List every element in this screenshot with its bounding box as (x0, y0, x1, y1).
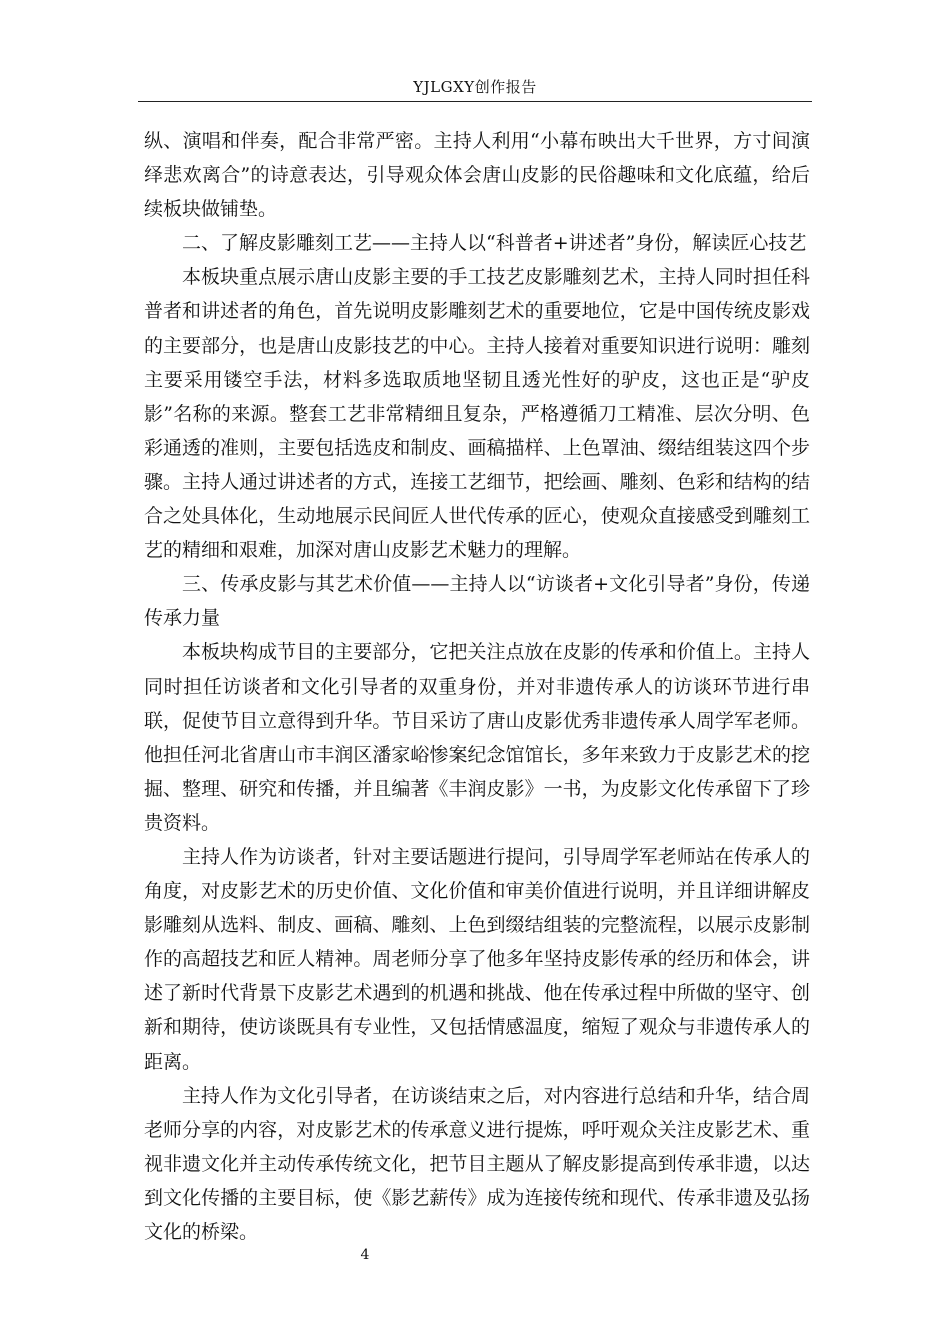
paragraph: 本板块构成节目的主要部分，它把关注点放在皮影的传承和价值上。主持人同时担任访谈者和文化引导者的双重身份，并对非遗传承人的访谈环节进行串联，促使节目立意得到升华。节目采访了唐山皮影优秀非遗传承人周学军老师。他担任河北省唐山市丰润区潘家峪惨案纪念馆馆长，多年来致力于皮影艺术的挖掘、整理、研究和传播，并且编著《丰润皮影》一书，为皮影文化传承留下了珍贵资料。 (144, 641, 810, 834)
running-header: YJLGXY创作报告 (413, 78, 537, 96)
section-heading-2: 二、了解皮影雕刻工艺——主持人以“科普者+讲述者”身份，解读匠心技艺 (182, 232, 807, 255)
section-heading-3: 三、传承皮影与其艺术价值——主持人以“访谈者+文化引导者”身份，传递传承力量 (144, 573, 810, 630)
body-text (144, 124, 810, 1249)
paragraph: 本板块重点展示唐山皮影主要的手工技艺皮影雕刻艺术，主持人同时担任科普者和讲述者的角色，首先说明皮影雕刻艺术的重要地位，它是中国传统皮影戏的主要部分，也是唐山皮影技艺的中心。主持人接着对重要知识进行说明：雕刻主要采用镂空手法，材料多选取质地坚韧且透光性好的驴皮，这也正是“驴皮影”名称的来源。整套工艺非常精细且复杂，严格遵循刀工精准、层次分明、色彩通透的准则，主要包括选皮和制皮、画稿描样、上色罩油、缀结组装这四个步骤。主持人通过讲述者的方式，连接工艺细节，把绘画、雕刻、色彩和结构的结合之处具体化，生动地展示民间匠人世代传承的匠心，使观众直接感受到雕刻工艺的精细和艰难，加深对唐山皮影艺术魅力的理解。 (144, 266, 810, 562)
page-number: 4 (360, 1247, 370, 1263)
paragraph: 主持人作为文化引导者，在访谈结束之后，对内容进行总结和升华，结合周老师分享的内容，对皮影艺术的传承意义进行提炼，呼吁观众关注皮影艺术、重视非遗文化并主动传承传统文化，把节目主题从了解皮影提高到传承非遗，以达到文化传播的主要目标，使《影艺薪传》成为连接传统和现代、传承非遗及弘扬文化的桥梁。 (144, 1084, 810, 1243)
header-divider (138, 101, 812, 102)
paragraph: 主持人作为访谈者，针对主要话题进行提问，引导周学军老师站在传承人的角度，对皮影艺术的历史价值、文化价值和审美价值进行说明，并且详细讲解皮影雕刻从选料、制皮、画稿、雕刻、上色到缀结组装的完整流程，以展示皮影制作的高超技艺和匠人精神。周老师分享了他多年坚持皮影传承的经历和体会，讲述了新时代背景下皮影艺术遇到的机遇和挑战、他在传承过程中所做的坚守、创新和期待，使访谈既具有专业性，又包括情感温度，缩短了观众与非遗传承人的距离。 (144, 845, 810, 1073)
paragraph-continuation: 纵、演唱和伴奏，配合非常严密。主持人利用“小幕布映出大千世界，方寸间演绎悲欢离合”的诗意表达，引导观众体会唐山皮影的民俗趣味和文化底蕴，给后续板块做铺垫。 (144, 130, 810, 221)
